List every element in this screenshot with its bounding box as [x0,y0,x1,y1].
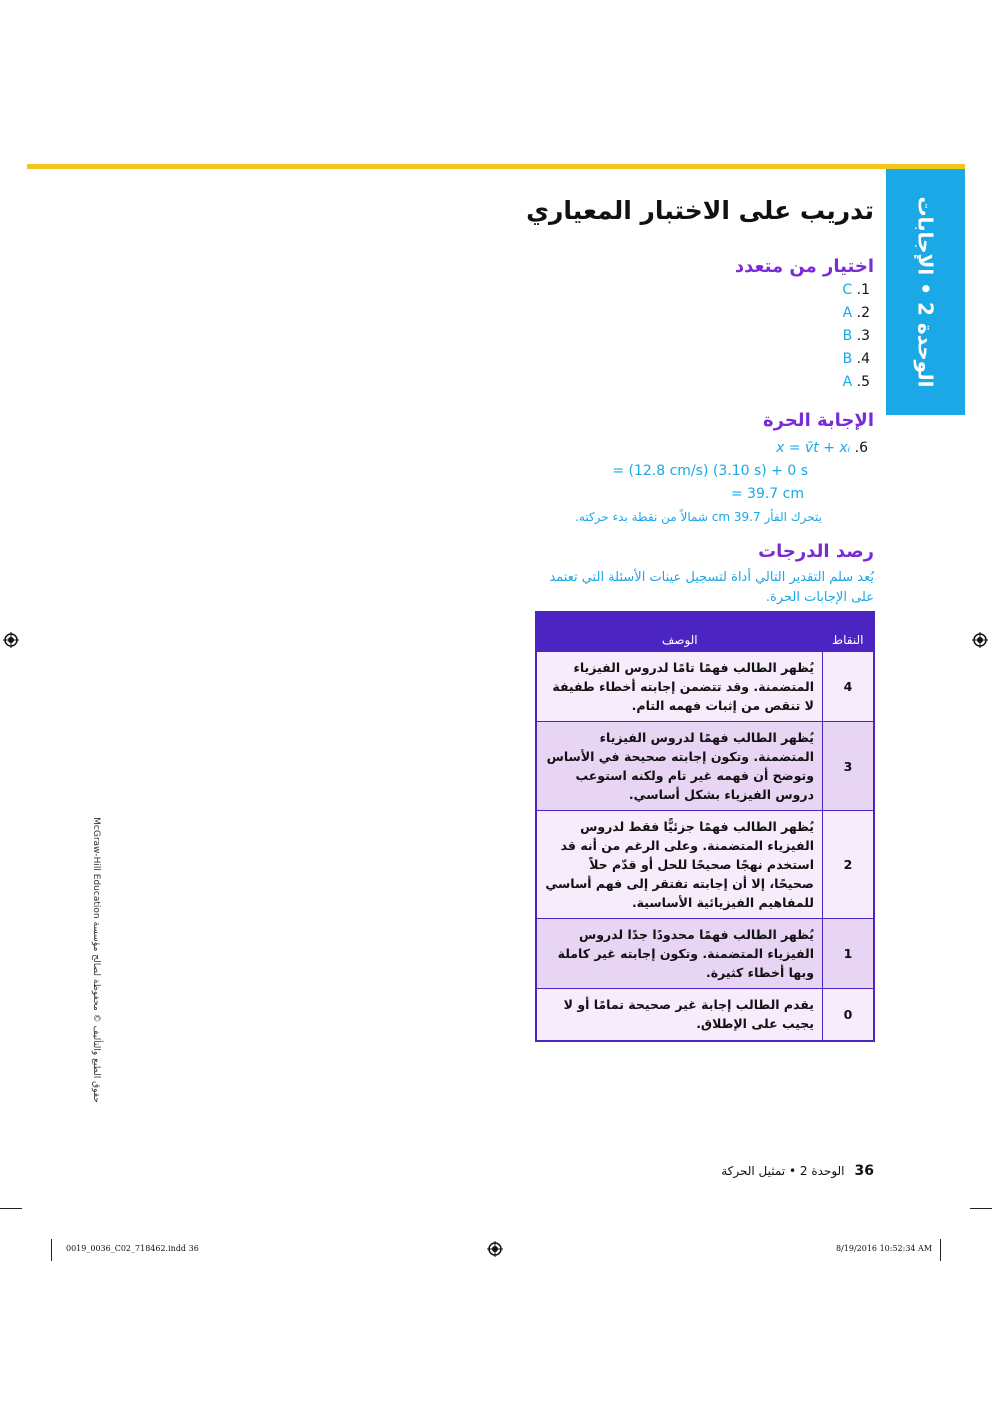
unit-side-tab [886,169,965,415]
description-cell: يُظهر الطالب فهمًا جزئيًّا فقط لدروس الفيزياء المتضمنة. وعلى الرغم من أنه قد استخدم نهجًا صحيحًا للحل أو قدّم حلاً صحيحًا، إلا أن إجابته تفتقر إلى فهم أساسي للمفاهيم الفيزيائية الأساسية. [536,811,823,919]
description-cell: يُظهر الطالب فهمًا تامًا لدروس الفيزياء المتضمنة. وقد تتضمن إجابته أخطاء طفيفة لا تنقص من إثبات فهمه التام. [536,652,823,722]
table-row [536,919,874,989]
multiple-choice-heading: اختيار من متعدد [734,256,874,277]
registration-mark-icon [487,1241,503,1257]
list-item: B .3 [842,328,870,344]
table-row [536,989,874,1041]
crop-mark [0,1208,22,1209]
table-row [536,652,874,722]
crop-mark [51,1239,52,1261]
points-cell: 4 [823,652,875,722]
copyright-credit: حقوق الطبع والتأليف © محفوظة لصالح مؤسسة McGraw-Hill Education [91,817,101,1103]
print-slug-file: 0019_0036_C02_718462.indd 36 [66,1244,199,1253]
crop-mark [970,1208,992,1209]
description-cell: يُظهر الطالب فهمًا محدودًا جدًا لدروس الفيزياء المتضمنة. وتكون إجابته غير كاملة وبها أخطاء كثيرة. [536,919,823,989]
points-cell: 2 [823,811,875,919]
crop-mark [940,1239,941,1261]
registration-mark-icon [3,632,19,648]
free-response-heading: الإجابة الحرة [763,410,874,431]
description-cell: يقدم الطالب إجابة غير صحيحة تمامًا أو لا يجيب على الإطلاق. [536,989,823,1041]
equation-line-1: x = v̄t + xᵢ .6 [776,440,868,456]
top-rule [27,164,965,169]
points-column-header: النقاط [823,612,875,652]
description-column-header: الوصف [536,612,823,652]
page-number: 36 [854,1163,874,1179]
list-item: A .5 [842,374,870,390]
page-footer [721,1163,874,1179]
answer-list [842,279,870,394]
print-slug-date: 8/19/2016 10:52:34 AM [836,1244,933,1253]
equation-line-3: = 39.7 cm [730,486,804,502]
page-title: تدريب على الاختبار المعياري [526,196,874,225]
table-row [536,722,874,811]
list-item: B .4 [842,351,870,367]
rubric-table [535,611,875,1042]
description-cell: يُظهر الطالب فهمًا لدروس الفيزياء المتضمنة. وتكون إجابته صحيحة في الأساس وتوضح أن فهمه غير تام ولكنه استوعب دروس الفيزياء بشكل أساسي. [536,722,823,811]
side-tab-label: الوحدة 2 • الإجابات [913,196,938,388]
equation-line-2: = (12.8 cm/s) (3.10 s) + 0 s [612,463,808,479]
registration-mark-icon [972,632,988,648]
table-row [536,811,874,919]
points-cell: 1 [823,919,875,989]
list-item: C .1 [842,282,870,298]
answer-note: يتحرك الفأر 39.7 cm شمالاً من نقطة بدء حركته. [575,510,822,524]
footer-text: الوحدة 2 • تمثيل الحركة [721,1164,845,1178]
points-cell: 3 [823,722,875,811]
points-cell: 0 [823,989,875,1041]
list-item: A .2 [842,305,870,321]
rubric-intro: يُعد سلم التقدير التالي أداة لتسجيل عينات الأسئلة التي تعتمد على الإجابات الحرة. [549,570,874,605]
rubric-heading: رصد الدرجات [758,541,874,562]
